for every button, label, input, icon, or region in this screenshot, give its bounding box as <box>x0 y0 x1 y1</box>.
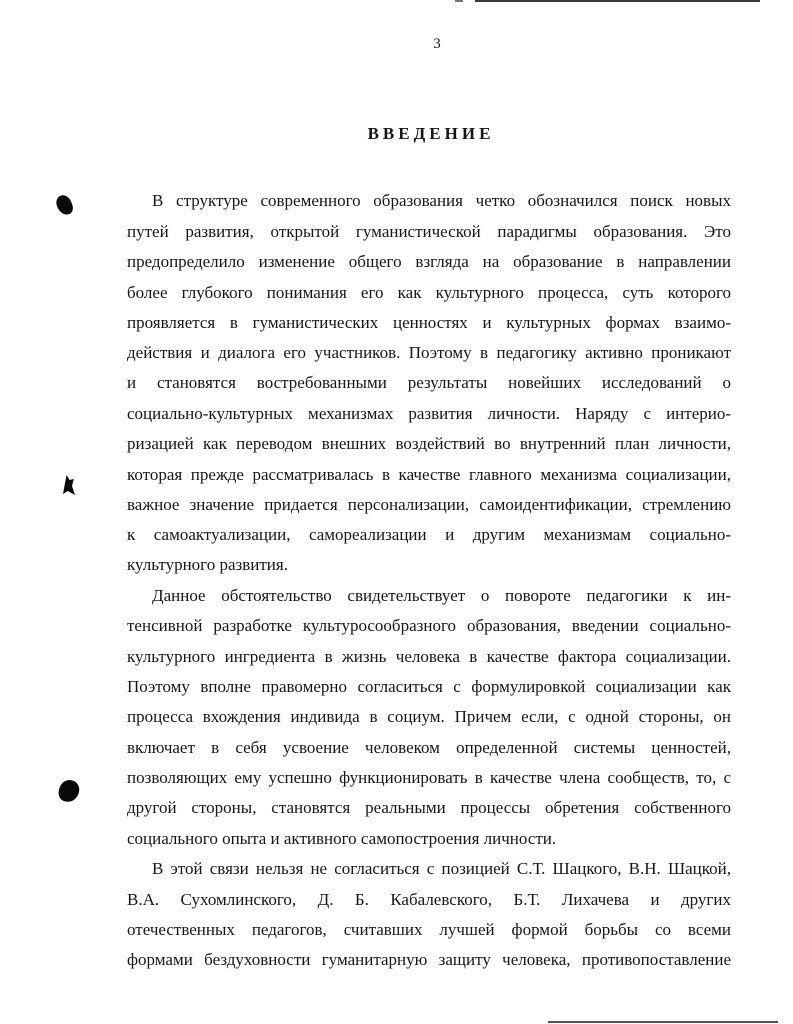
text-line: Поэтому вполне правомерно согласиться с формулировкой социализации как <box>127 677 731 696</box>
text-line: и становятся востребованными результаты новейших исследований о <box>127 373 731 392</box>
scan-artifact-top-rule <box>475 0 760 2</box>
text-line: социально-культурных механизмах развития личности. Наряду с интерио- <box>127 404 731 423</box>
text-line: предопределило изменение общего взгляда на образование в направлении <box>127 252 731 271</box>
text-line: В этой связи нельзя не согласиться с позицией С.Т. Шацкого, В.Н. Шацкой, <box>152 859 731 878</box>
text-line: отечественных педагогов, считавших лучшей формой борьбы со всеми <box>127 920 731 939</box>
text-line: которая прежде рассматривалась в качестве главного механизма социализации, <box>127 465 731 484</box>
text-line: В структуре современного образования четко обозначился поиск новых <box>152 191 731 210</box>
section-heading: ВВЕДЕНИЕ <box>367 124 495 143</box>
text-line: культурного ингредиента в жизнь человека в качестве фактора социализации. <box>127 647 731 666</box>
text-line: социального опыта и активного самопостроения личности. <box>127 829 557 848</box>
text-line: путей развития, открытой гуманистической парадигмы образования. Это <box>127 222 731 241</box>
text-line: действия и диалога его участников. Поэтому в педагогику активно проникают <box>127 343 731 362</box>
margin-ink-blot <box>57 778 81 804</box>
scan-artifact-top-mark <box>455 0 463 2</box>
text-line: позволяющих ему успешно функционировать в качестве члена сообществ, то, с <box>127 768 731 787</box>
text-line: тенсивной разработке культуросообразного образования, введении социально- <box>127 616 731 635</box>
text-line: к самоактуализации, самореализации и другим механизмам социально- <box>127 525 731 544</box>
text-line: Данное обстоятельство свидетельствует о повороте педагогики к ин- <box>152 586 731 605</box>
text-line: важное значение придается персонализации, самоидентификации, стремлению <box>127 495 731 514</box>
scan-artifact-bottom-rule <box>548 1021 778 1023</box>
text-line: формами бездуховности гуманитарную защиту человека, противопоставление <box>127 950 731 969</box>
text-line: более глубокого понимания его как культурного процесса, суть которого <box>127 283 731 302</box>
text-line: проявляется в гуманистических ценностях и культурных формах взаимо- <box>127 313 731 332</box>
text-line: включает в себя усвоение человеком определенной системы ценностей, <box>127 738 731 757</box>
page-number: 3 <box>433 36 441 52</box>
margin-ink-blot <box>63 475 75 495</box>
margin-ink-blot <box>54 193 74 217</box>
text-line: процесса вхождения индивида в социум. Причем если, с одной стороны, он <box>127 707 731 726</box>
text-line: ризацией как переводом внешних воздействий во внутренний план личности, <box>127 434 731 453</box>
text-line: другой стороны, становятся реальными процессы обретения собственного <box>127 798 731 817</box>
text-line: культурного развития. <box>127 555 288 574</box>
text-line: В.А. Сухомлинского, Д. Б. Кабалевского, Б.Т. Лихачева и других <box>127 890 731 909</box>
